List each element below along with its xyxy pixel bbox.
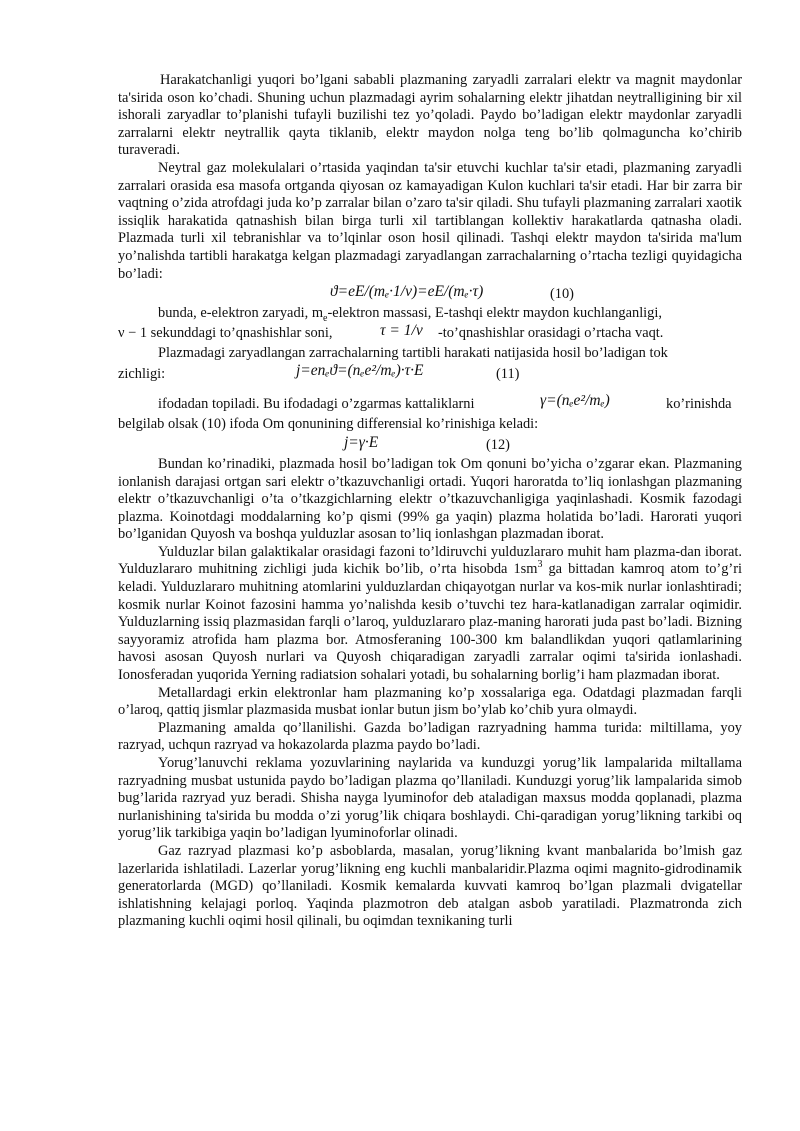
- equation-11-number: (11): [496, 366, 520, 383]
- gamma-row: [118, 392, 742, 416]
- current-density-tail: zichligi:: [118, 366, 166, 383]
- equation-12-row: [118, 434, 742, 456]
- ohm-law-intro: belgilab olsak (10) ifoda Om qonunining differensial ko’rinishiga keladi:: [118, 416, 539, 433]
- gamma-formula: γ=(nₑe²/mₑ): [540, 392, 610, 410]
- paragraph-current-density: Plazmadagi zaryadlangan zarrachalarning tartibli harakati natijasida hosil bo’ladigan tok: [158, 344, 668, 361]
- definitions-text-b: -elektron massasi, E-tashqi elektr maydon kuchlanganligi,: [327, 305, 662, 322]
- paragraph-plasma-mobility: Harakatchanligi yuqori bo’lgani sababli plazmaning zaryadli zarralari elektr va magnit maydonlar ta'sirida oson ko’chadi. Shuning uchun plazmadagi ayrim sohalarning elektr jihatdan neytralligining bir xil ishorali zaryadlar to’planishi tufayli buzilishi tez yo’qoladi. Paydo bo’ladigan elektr maydonlar zaryadli zarralarni elektr neytrallik qayta tiklanib, elektr maydon nolga teng bo’lib qolmaguncha ko’chirib turaveradi.: [118, 72, 742, 159]
- mean-time-text: -to’qnashishlar orasidagi o’rtacha vaqt.: [438, 324, 664, 341]
- definitions-subscript: e: [323, 313, 328, 324]
- paragraph-lasers: Gaz razryad plazmasi ko’p asboblarda, masalan, yorug’likning kvant manbalarida bo’lmish gaz lazerlarida ishlatiladi. Lazerlar yorug’likning eng kuchli manbalaridir.Plazma oqimi magnito-gidrodinamik generatorlarda (MGD) qo’llaniladi. Kosmik kemalarda kuvvati kamroq bo’lgan plazmali dvigatellar ishlatishning kelajagi porloq. Yaqinda plazmotron deb atalgan asbob yaratiladi. Plazmatronda zich plazmaning kuchli oqimi hosil qilinali, bu oqimdan texnikaning turli: [118, 842, 742, 930]
- tau-formula: τ = 1/ν: [380, 321, 423, 339]
- paragraph-interstellar: [118, 544, 742, 685]
- interstellar-text-a: Yulduzlar bilan galaktikalar orasidagi fazoni to’ldiruvchi yulduzlararo muhit ham plazma-dan iborat. Yulduzlararo muhitning zichligi juda kichik bo’lib, o’rta hisobda 1sm: [118, 543, 742, 578]
- definitions-line-2: [118, 323, 742, 345]
- equation-12-number: (12): [486, 436, 510, 453]
- collision-rate-text: ν − 1 sekunddagi to’qnashishlar soni,: [118, 324, 333, 341]
- equation-11: j=enₑϑ=(nₑe²/mₑ)·τ·E: [296, 362, 424, 380]
- interstellar-text-b: ga bittadan kamroq atom to’g’ri keladi. Yulduzlararo muhitning atomlarini yulduzlardan chiqayotgan nurlar va kos-mik nurlar ionlashtiradi; kosmik nurlar Koinot fazosini hamma yo’nalishda kesib o’tuvchi tez hara-katlanadigan zarralar oqimidir. Yulduzlarning issiq plazmasidan farqli o’laroq, yulduzlararo plaz-maning harorati juda past bo’ladi. Bizning sayyoramiz atrofida ham plazma bor. Atmosferaning 100-300 km balandlikdan yuqori qatlamlarining havosi asosan Quyosh nurlari va Quyosh chiqaradigan zaryadli zarralar oqimi ta'sirida ionlashadi. Ionosferadan yuqorida Yerning radiatsion sohalari yotadi, bu sohalarning borlig’i ham plazmadan iborat.: [118, 561, 742, 684]
- interstellar-superscript: 3: [537, 559, 543, 571]
- document-page: [118, 72, 742, 931]
- equation-11-row: [118, 362, 742, 386]
- paragraph-coulomb-forces: Neytral gaz molekulalari o’rtasida yaqindan ta'sir etuvchi kuchlar ta'sir etadi, plazmaning zaryadli zarralari orasida esa masofa ortganda qiyosan oz kamayadigan Kulon kuchlari ta'sir etadi. Har bir zarra bir vaqtning o’zida atrofdagi juda ko’p zarralar bilan o’zaro ta'sir qiladi. Shu tufayli plazmaning zarralari xaotik issiqlik harakatida qatnashish bilan birga turli xil tartiblangan kollektiv harakatlarda qatnasha oladi. Plazmada turli xil tebranishlar va to’lqinlar oson hosil qilinadi. Tashqi elektr maydon ta'sirida ma'lum yo’nalishda tartibli harakatga kelgan plazmadagi zaryadlangan zarrachalarning o’rtacha tezligi quyidagicha bo’ladi:: [118, 159, 742, 282]
- paragraph-applications: Plazmaning amalda qo’llanilishi. Gazda bo’ladigan razryadning hamma turida: miltillama, yoy razryad, uchqun razryad va hokazolarda plazma paydo bo’ladi.: [118, 719, 742, 754]
- paragraph-lamps: Yorug’lanuvchi reklama yozuvlarining naylarida va kunduzgi yorug’lik lampalarida miltallama razryadning musbat ustunida paydo bo’ladigan plazma qo’llaniladi. Kunduzgi yorug’lik lampalarida simob bug’larida razryad yuz beradi. Shisha nayga lyuminofor deb ataladigan maxsus modda qoplanadi, plazma nurlanishining ta'sirida bu modda o’zi yorug’lik chiqara boshlaydi. Chi-qaradigan yorug’likning tarkibi oq yorug’lik tarkibiga yaqin bo’ladigan lyuminoforlar olinadi.: [118, 755, 742, 842]
- equation-10-number: (10): [550, 286, 574, 303]
- definitions-text-a: bunda, e-elektron zaryadi, m: [158, 305, 324, 322]
- equation-10: ϑ=eE/(mₑ·1/ν)=eE/(mₑ·τ): [330, 283, 484, 301]
- paragraph-ohm-law: Bundan ko’rinadiki, plazmada hosil bo’ladigan tok Om qonuni bo’yicha o’zgarar ekan. Plazmaning ionlanish darajasi ortgan sari elektr o’tkazuvchanligi ortadi. Yuqori haroratda to’liq ionlashgan plazmaning elektr o’tkazuvchanligi o’ta o’tkazgichlarning elektr o’tkazuvchanligiga yaqinlashadi. Kosmik fazodagi plazma. Koinotdagi moddalarning ko’p qismi (99% ga yaqin) plazma holatida bo’ladi. Harorati yuqori bo’lganidan Quyosh va boshqa yulduzlar asosan to’liq ionlashgan plazmadan iborat.: [118, 455, 742, 543]
- equation-10-row: [118, 283, 742, 305]
- form-text: ko’rinishda: [666, 396, 732, 413]
- constants-text: ifodadan topiladi. Bu ifodadagi o’zgarmas kattaliklarni: [158, 396, 475, 413]
- paragraph-metals: Metallardagi erkin elektronlar ham plazmaning ko’p xossalariga ega. Odatdagi plazmadan farqli o’laroq, qattiq jismlar plazmasida musbat ionlar butun jism bo’ylab ko’chib yura olmaydi.: [118, 684, 742, 719]
- equation-12: j=γ·E: [344, 433, 379, 451]
- paragraph-definitions: [118, 305, 742, 323]
